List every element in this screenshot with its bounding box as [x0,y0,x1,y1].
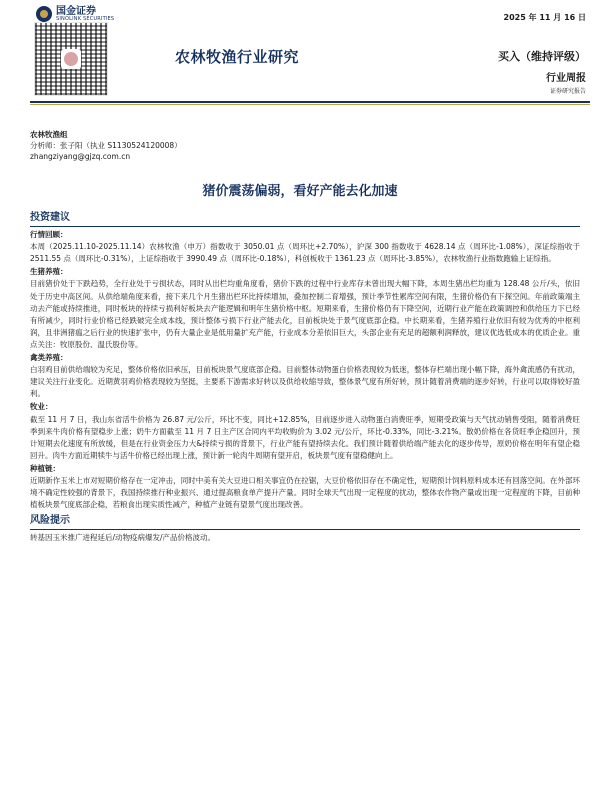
report-type: 行业周报 [546,73,586,84]
logo-name-en: SINOLINK SECURITIES [56,15,115,22]
analyst-name: 分析师：张子阳（执业 S1130524120008） [30,141,182,150]
qr-code-icon [34,22,108,96]
subsection-livestock: 牧业： [30,402,53,412]
subsection-planting-chain: 种植链： [30,463,60,473]
paragraph-poultry: 白羽鸡目前供给端较为充足，整体价格依旧承压，目前板块景气度底部企稳。目前整体动物蛋白价格表现较为低迷，整体存栏端出现小幅下降，海外禽流感仍有扰动，建议关注行业变化。近期黄羽鸡价格表现较为坚挺，主要系下游需求好转以及供给收缩导致，整体景气度有所好转，预计随着消费端的逐步好转，行业可以取得较好盈利。 [30,365,580,399]
analyst-info [30,129,182,162]
subsection-market-review: 行情回顾： [30,230,68,240]
company-logo [36,6,114,22]
qr-center-logo-icon [61,49,81,69]
header-divider [30,101,590,103]
section-investment-advice: 投资建议 [30,212,580,227]
report-category: 证券研究报告 [549,88,586,95]
report-header [0,0,600,110]
subsection-poultry: 禽类养殖： [30,353,68,363]
analyst-email[interactable]: zhangziyang@gjzq.com.cn [30,152,131,161]
report-date: 2025 年 11 月 16 日 [503,13,586,22]
paragraph-planting-chain: 近期新作玉米上市对短期价格存在一定冲击，同时中美有关大豆进口相关事宜仍在拉锯，大豆价格依旧存在不确定性，短期预计饲料原料成本还有回落空间。在外部环境不确定性较强的背景下，我国持续推行种业振兴、通过提高粮食单产提升产量。同时全球天气出现一定程度的扰动，整体农作物产量或出现一定程度的下降，目前种植板块景气度底部企稳，若粮食出现实质性减产，种植产业链有望景气度出现改善。 [30,475,580,510]
paragraph-livestock: 截至 11 月 7 日，我山东省活牛价格为 26.87 元/公斤，环比不变，同比+12.85%，目前逐步进入动物蛋白消费旺季，短期受政策与天气扰动销售受阻，随着消费旺季到来牛肉价格有望稳步上涨；奶牛方面截至 11 月 7 日主产区合同内平均收购价为 3.02 元/公斤，环比-0.33%，同比-3.21%。散奶价格在各货旺季企稳回升，预计短期去化速度有所放缓，但是在行业资金压力大&持续亏损的背景下，行业产能有望持续去化。我们预计随着供给端产能去化的逐步传导，原奶价格在明年有望企稳回升。肉牛方面近期犊牛与活牛价格已经出现上涨，预计新一轮肉牛周期有望开启，板块景气度有望稳健向上。 [30,414,580,460]
section-risk-warning: 风险提示 [30,515,580,530]
rating-badge: 买入（维持评级） [498,50,586,63]
report-title: 农林牧渔行业研究 [175,48,300,66]
subsection-pig-farming: 生猪养殖： [30,267,68,277]
report-headline: 猪价震荡偏弱，看好产能去化加速 [202,184,398,199]
paragraph-market-review: 本周（2025.11.10-2025.11.14）农林牧渔（申万）指数收于 3050.01 点（周环比+2.70%），沪深 300 指数收于 4628.14 点（周环比-1.08%），深证综指收于 2511.55 点（周环比-0.31%），上证综指收于 3990.49 点（周环比-0.18%），科创板收于 1361.23 点（周环比-3.85%），农林牧渔行业指数跑输上证综指。 [30,242,580,264]
logo-name-cn: 国金证券 [56,5,96,17]
header-divider-accent [30,104,590,105]
report-body [30,212,580,544]
paragraph-pig-farming: 目前猪价处于下跌趋势，全行业处于亏损状态，同时从出栏均重角度看，猪价下跌的过程中行业库存未曾出现大幅下降，本周生猪出栏均重为 128.48 公斤/头，依旧处于历史中高区间。从供给端角度来看，接下来几个月生猪出栏环比持续增加，叠加控制二育增强，预计季节性累库空间有限，生猪价格仍有下探空间。年前政策端主动去产能或持续推进，同时板块的持续亏损利好板块去产能逻辑和明年生猪价格中枢。短期来看，生猪价格仍有下降空间，近期行业产能在政策调控和供给压力下已经有所减少，同时行业价格已经跌破完全成本线，预计整体亏损下行业产能去化，目前板块处于景气度底部企稳。中长期来看，生猪养殖行业依旧有较为优秀的中枢利润，且非洲猪瘟之后行业的快速扩张中，仍有大量企业是低用量扩充产能，行业成本分差依旧巨大，头部企业有充足的超额利润释放，建议优选低成本的优质企业。重点关注：牧原股份、温氏股份等。 [30,279,580,349]
analyst-group: 农林牧渔组 [30,130,68,139]
logo-emblem-icon [36,6,52,22]
paragraph-risk-warning: 转基因玉米推广进程延后/动物疫病爆发/产品价格波动。 [30,533,216,543]
